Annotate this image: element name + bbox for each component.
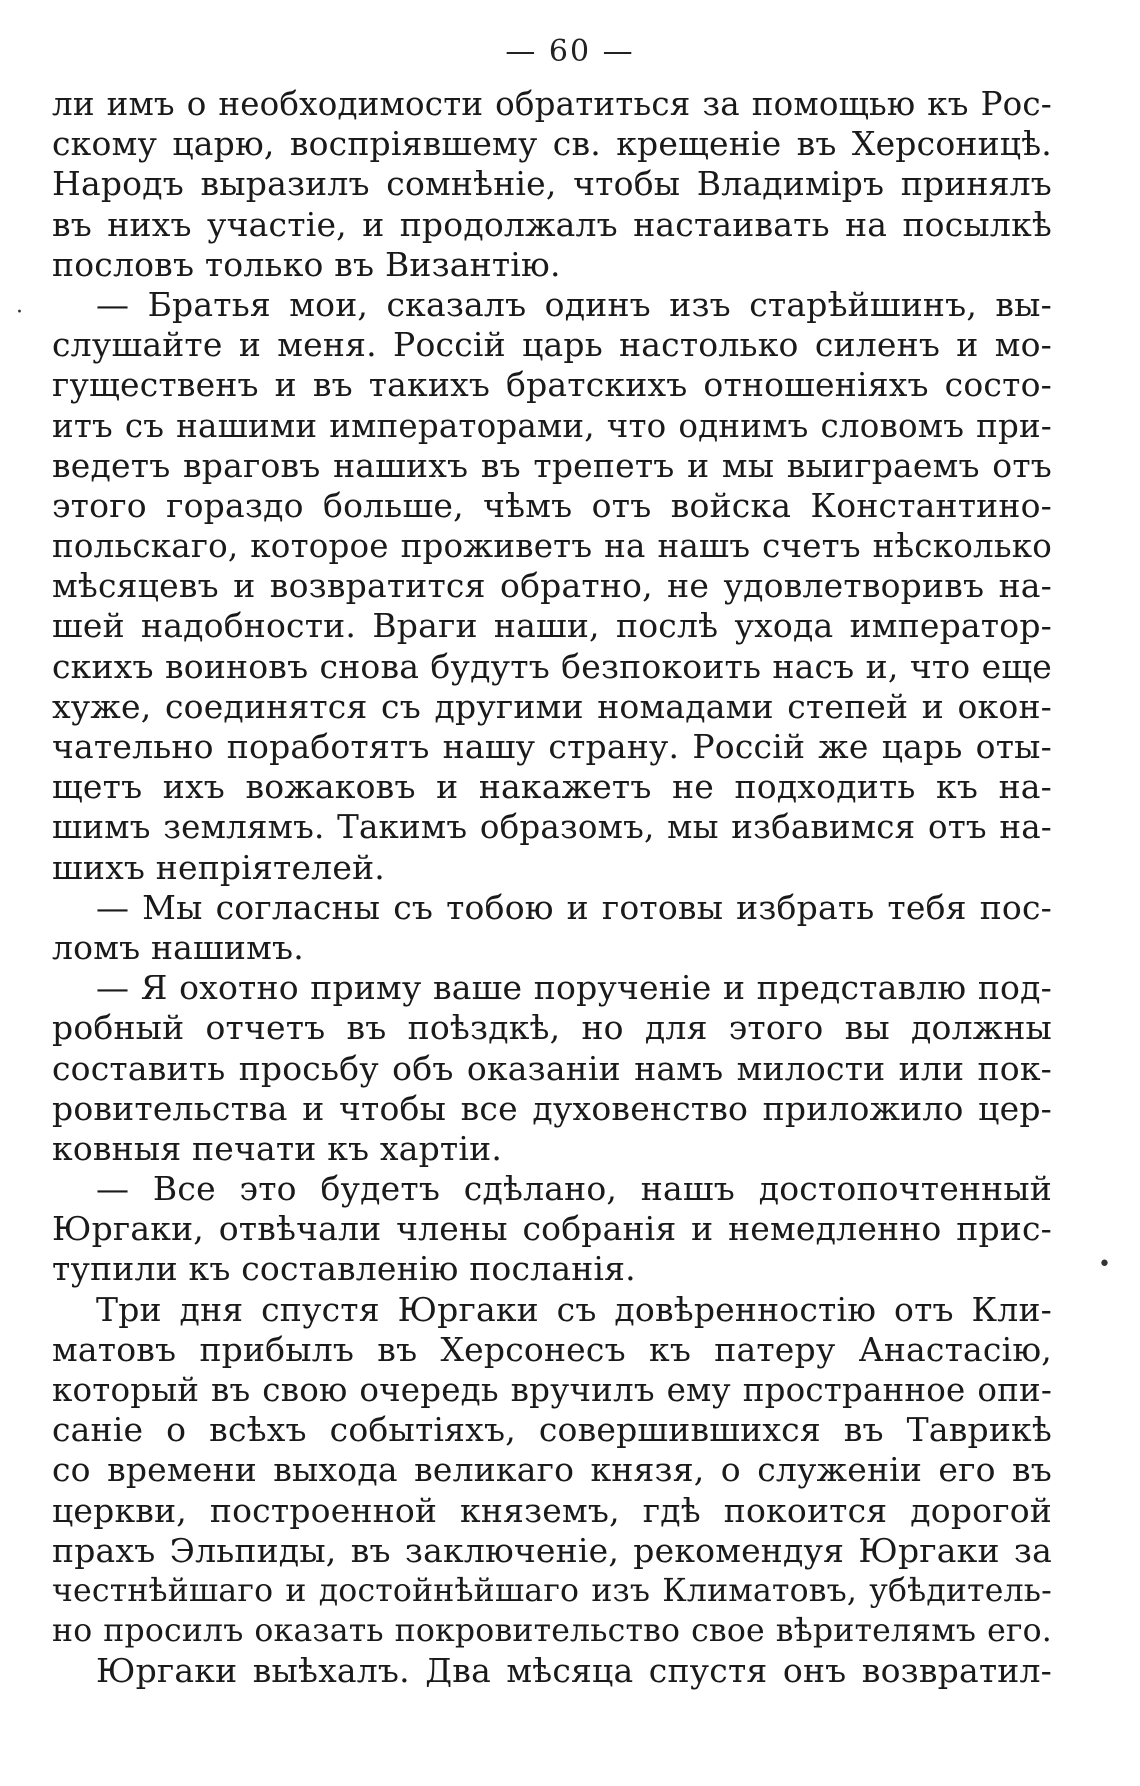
text-line: — Все это будетъ сдѣлано, нашъ достопочтенный xyxy=(96,1169,1052,1209)
text-line: прахъ Эльпиды, въ заключеніе, рекомендуя Юргаки за xyxy=(52,1530,1052,1570)
text-line: хуже, соединятся съ другими номадами степей и окон- xyxy=(52,686,1052,726)
text-line: слушайте и меня. Россій царь настолько силенъ и мо- xyxy=(52,325,1052,365)
text-line: ровительства и чтобы все духовенство приложило цер- xyxy=(52,1088,1052,1128)
text-line: робный отчетъ въ поѣздкѣ, но для этого вы должны xyxy=(52,1008,1052,1048)
text-line: составить просьбу объ оказаніи намъ милости или пок- xyxy=(52,1048,1052,1088)
text-line: чательно поработятъ нашу страну. Россій же царь оты- xyxy=(52,727,1052,766)
text-line: ли имъ о необходимости обратиться за помощью къ Рос- xyxy=(52,85,1052,123)
text-line: въ нихъ участіе, и продолжалъ настаивать на посылкѣ xyxy=(52,204,1052,244)
text-line: ломъ нашимъ. xyxy=(52,927,304,967)
text-line: тупили къ составленію посланія. xyxy=(52,1249,636,1289)
text-line: шихъ непріятелей. xyxy=(52,847,385,887)
text-line: церкви, построенной княземъ, гдѣ покоится дорогой xyxy=(52,1490,1052,1530)
text-line: — Я охотно приму ваше порученіе и представлю под- xyxy=(96,968,1052,1008)
text-line: шимъ землямъ. Такимъ образомъ, мы избавимся отъ на- xyxy=(52,808,1052,847)
page-number: — 60 — xyxy=(505,34,635,69)
text-line: — Мы согласны съ тобою и готовы избрать тебя пос- xyxy=(96,887,1052,927)
text-line: Юргаки выѣхалъ. Два мѣсяца спустя онъ возвратил- xyxy=(96,1651,1052,1691)
text-line: мѣсяцевъ и возвратится обратно, не удовлетворивъ на- xyxy=(52,566,1052,606)
text-line: честнѣйшаго и достойнѣйшаго изъ Климатовъ, убѣдитель- xyxy=(52,1572,1052,1609)
text-line: польскаго, которое проживетъ на нашъ счетъ нѣсколько xyxy=(52,527,1052,566)
text-line: со времени выхода великаго князя, о служеніи его въ xyxy=(52,1450,1052,1490)
text-line: шей надобности. Враги наши, послѣ ухода император- xyxy=(52,606,1052,646)
text-line: этого гораздо больше, чѣмъ отъ войска Константино- xyxy=(52,485,1052,525)
text-line: который въ свою очередь вручилъ ему пространное опи- xyxy=(52,1371,1052,1409)
body-text xyxy=(52,84,1052,1692)
margin-dot-mark: • xyxy=(1098,1252,1111,1277)
text-line: Народъ выразилъ сомнѣніе, чтобы Владиміръ принялъ xyxy=(52,164,1052,204)
text-line: гущественъ и въ такихъ братскихъ отношеніяхъ состо- xyxy=(52,365,1052,405)
text-line: скихъ воиновъ снова будутъ безпокоить насъ и, что еще xyxy=(52,646,1052,686)
text-line: пословъ только въ Византію. xyxy=(52,244,561,284)
text-line: саніе о всѣхъ событіяхъ, совершившихся въ Таврикѣ xyxy=(52,1410,1052,1450)
text-line: ведетъ враговъ нашихъ въ трепетъ и мы выиграемъ отъ xyxy=(52,445,1052,485)
text-line: но просилъ оказать покровительство свое вѣрителямъ его. xyxy=(52,1613,1052,1650)
text-line: щетъ ихъ вожаковъ и накажетъ не подходить къ на- xyxy=(52,767,1052,807)
text-line: Три дня спустя Юргаки съ довѣренностію отъ Кли- xyxy=(96,1289,1052,1329)
text-line: матовъ прибылъ въ Херсонесъ къ патеру Анастасію, xyxy=(52,1329,1052,1369)
margin-dot-mark: · xyxy=(16,300,23,325)
text-line: Юргаки, отвѣчали члены собранія и немедленно прис- xyxy=(52,1209,1052,1249)
text-line: скому царю, воспріявшему св. крещеніе въ Херсоницѣ. xyxy=(52,124,1052,164)
text-line: итъ съ нашими императорами, что однимъ словомъ при- xyxy=(52,406,1052,445)
text-line: ковныя печати къ хартіи. xyxy=(52,1128,503,1168)
text-line: — Братья мои, сказалъ одинъ изъ старѣйшинъ, вы- xyxy=(96,284,1052,324)
